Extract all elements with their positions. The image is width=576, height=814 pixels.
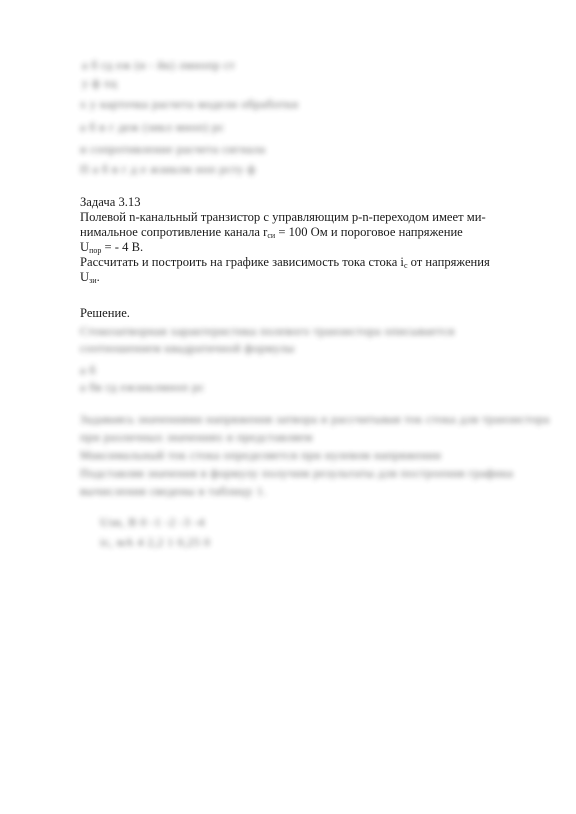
blurred-line: х у карточка расчета модели обработки [80, 97, 299, 111]
task-line-3: $U_{пор}$ = - 4 В. [80, 240, 144, 255]
blurred-line: Максимальный ток стока определяется при нулевом напряжении [80, 448, 442, 462]
solution-label: Решение. [80, 306, 130, 320]
blurred-line: вычисления сведены в таблицу 1. [80, 484, 267, 498]
blurred-line: а б [80, 363, 96, 377]
task-line-1: Полевой n-канальный транзистор с управляющим p-n-переходом имеет ми- [80, 210, 486, 224]
task-line-4: Рассчитать и построить на графике зависимость тока стока $i_с$ от напряжения [80, 255, 490, 270]
blurred-line: а б в г деж (зикл мноп) рс [80, 120, 225, 134]
blurred-table-row: iс, мА 4 2,2 1 0,25 0 [100, 535, 211, 549]
task-line-5: $U_{зи}$. [80, 270, 100, 285]
blurred-table-row: Uзи, В 0 -1 -2 -3 -4 [100, 515, 205, 529]
task-block [80, 195, 540, 285]
blurred-line: а б гд еж (и - йк) лмнопр ст [82, 58, 236, 72]
blurred-line: и сопротивление расчета сигнала [80, 142, 266, 156]
blurred-line: Стокозатворная характеристика полевого транзистора описывается [80, 324, 455, 338]
task-title: Задача 3.13 [80, 195, 141, 209]
blurred-line: при различных значениях и представляем [80, 430, 313, 444]
blurred-line: у ф хц [82, 76, 118, 90]
blurred-line: Задаваясь значениями напряжения затвора и рассчитывая ток стока для транзистора [80, 412, 550, 426]
solution-heading [80, 306, 540, 321]
blurred-line: а бв гд ежзиклмноп рс [80, 380, 205, 394]
blurred-line: Подставляя значения в формулу получим результаты для построения графика [80, 466, 514, 480]
blurred-line: П а б в г д е жзиклм ноп рсту ф [80, 162, 256, 176]
task-line-2: нимальное сопротивление канала $r_{си} = 100$ Ом и пороговое напряжение [80, 225, 463, 240]
blurred-line: соотношением квадратичной формулы [80, 341, 295, 355]
